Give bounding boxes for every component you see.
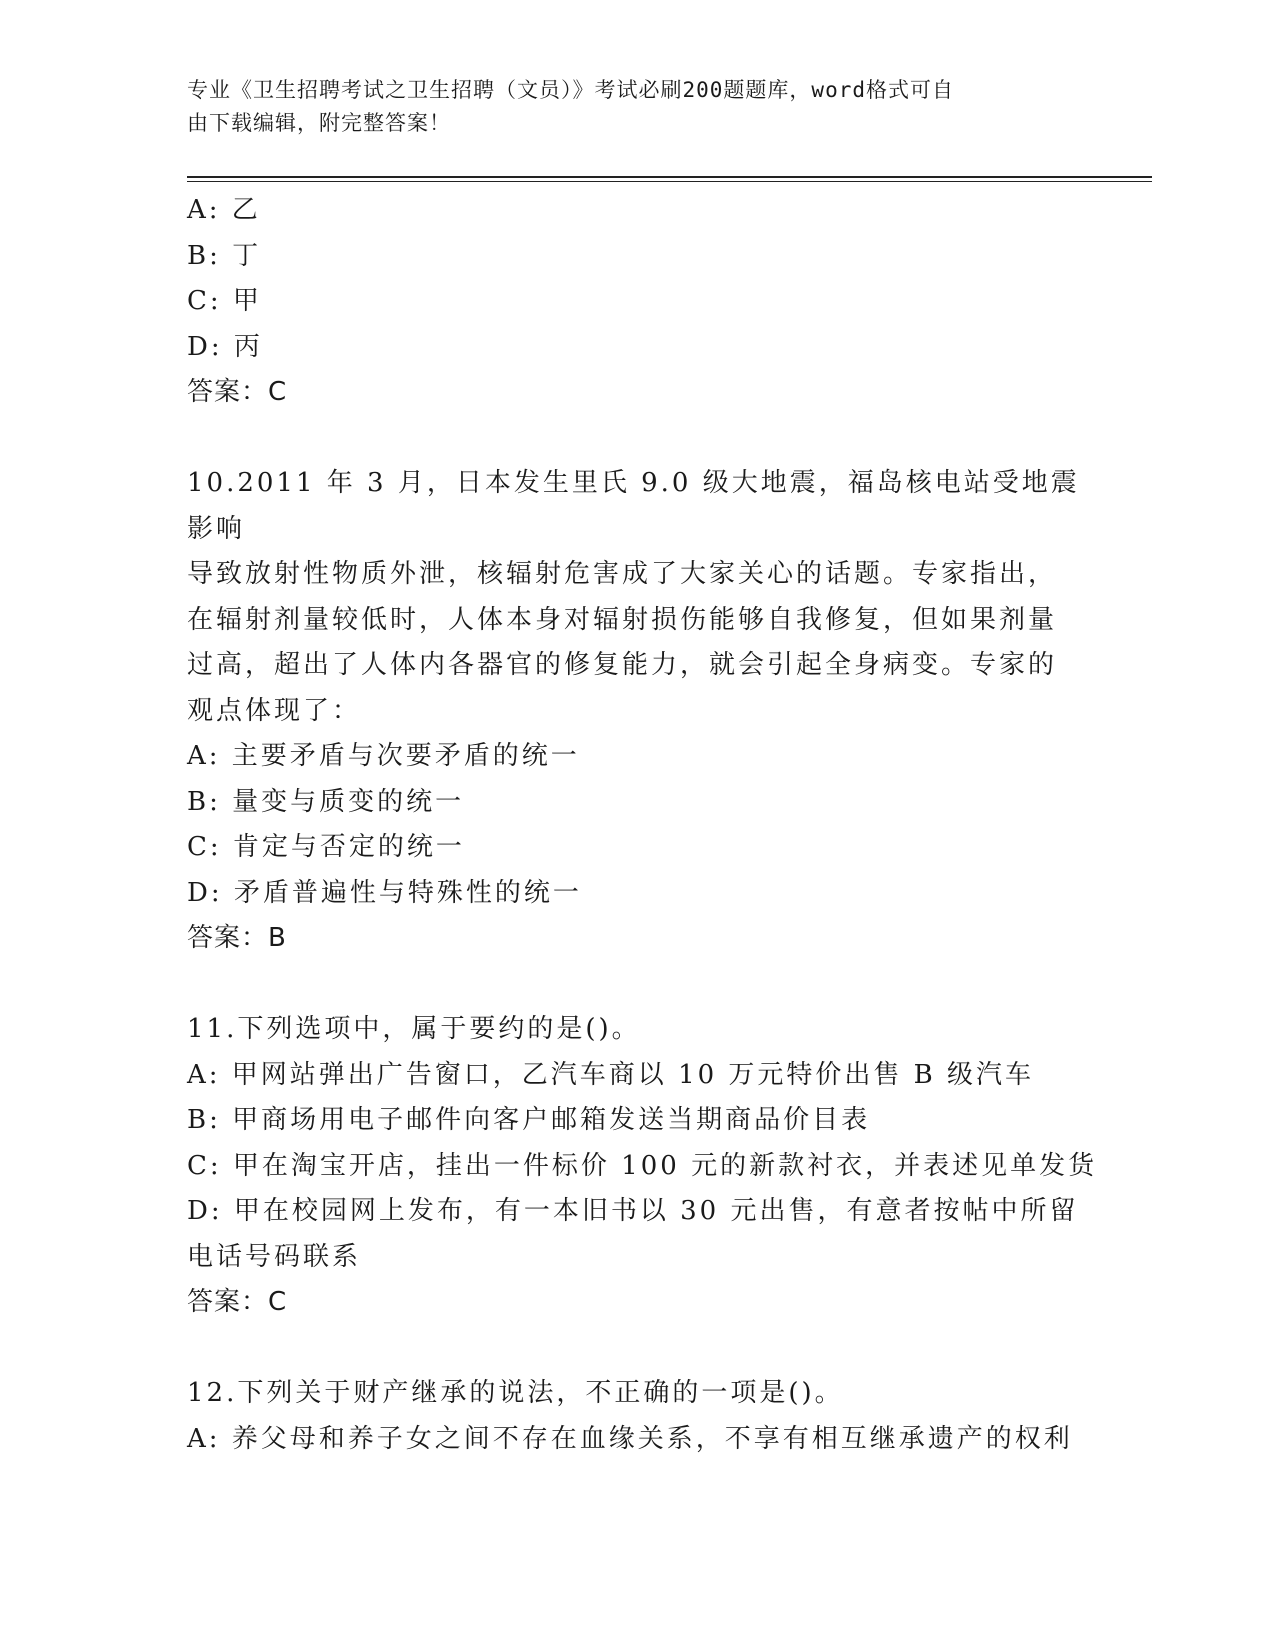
- prev-question-options: [187, 188, 1087, 370]
- question-stem-line: 12.下列关于财产继承的说法，不正确的一项是()。: [187, 1378, 844, 1408]
- option-d: D: 矛盾普遍性与特殊性的统一: [187, 877, 582, 908]
- header-line-2: 由下载编辑，附完整答案！: [187, 111, 451, 135]
- option-a: A: 甲网站弹出广告窗口，乙汽车商以 10 万元特价出售 B 级汽车: [187, 1059, 1035, 1090]
- question-12: [187, 1371, 1087, 1462]
- option-d: D: 甲在校园网上发布，有一本旧书以 30 元出售，有意者按帖中所留: [187, 1196, 1079, 1226]
- option-d-continuation: 电话号码联系: [187, 1241, 362, 1272]
- question-stem-line: 10.2011 年 3 月，日本发生里氏 9.0 级大地震，福岛核电站受地震影响: [187, 468, 1080, 544]
- question-answer: 答案：C: [187, 1287, 288, 1317]
- option-a: A: 主要矛盾与次要矛盾的统一: [187, 741, 580, 771]
- question-11: [187, 1007, 1098, 1326]
- option-b: B: 甲商场用电子邮件向客户邮箱发送当期商品价目表: [187, 1105, 871, 1135]
- document-body: [187, 188, 1098, 1462]
- option-a: A: 养父母和养子女之间不存在血缘关系，不享有相互继承遗产的权利: [187, 1423, 1073, 1454]
- question-stem-line: 11.下列选项中，属于要约的是()。: [187, 1014, 641, 1044]
- option-c: C: 肯定与否定的统一: [187, 832, 465, 862]
- question-stem-line: 过高，超出了人体内各器官的修复能力，就会引起全身病变。专家的: [187, 650, 1058, 680]
- header-line-1: 专业《卫生招聘考试之卫生招聘（文员）》考试必刷200题题库，word格式可自: [187, 78, 954, 102]
- option-c: C: 甲在淘宝开店，挂出一件标价 100 元的新款衬衣，并表述见单发货: [187, 1150, 1098, 1181]
- question-stem-line: 观点体现了：: [187, 695, 362, 726]
- header-rule-thick: [187, 176, 1152, 178]
- question-stem-line: 在辐射剂量较低时，人体本身对辐射损伤能够自我修复，但如果剂量: [187, 604, 1058, 635]
- prev-question-answer: 答案：C: [187, 377, 288, 407]
- document-header: [187, 74, 1067, 140]
- option-a: A: 乙: [187, 195, 261, 225]
- header-rule-thin: [187, 181, 1152, 182]
- question-answer: 答案：B: [187, 923, 287, 953]
- question-10: [187, 461, 1087, 962]
- option-d: D: 丙: [187, 331, 263, 362]
- question-stem-line: 导致放射性物质外泄，核辐射危害成了大家关心的话题。专家指出，: [187, 559, 1058, 589]
- option-b: B: 丁: [187, 240, 262, 271]
- option-b: B: 量变与质变的统一: [187, 786, 465, 817]
- option-c: C: 甲: [187, 286, 262, 316]
